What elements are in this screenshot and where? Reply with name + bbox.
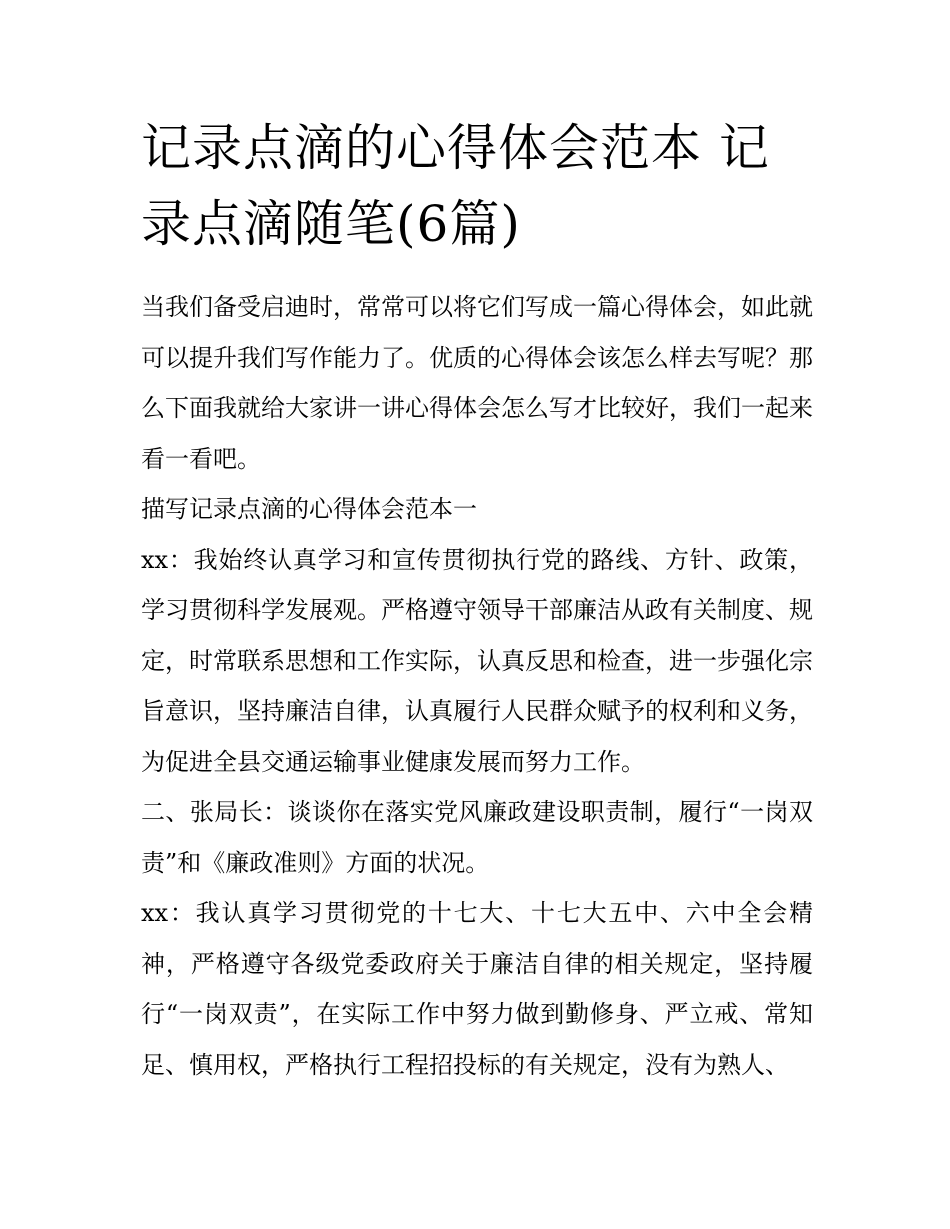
question-paragraph: 二、张局长：谈谈你在落实党风廉政建设职责制，履行“一岗双责”和《廉政准则》方面的状况。 (141, 798, 813, 877)
document-page (141, 110, 813, 1090)
body-paragraph: xx：我始终认真学习和宣传贯彻执行党的路线、方针、政策，学习贯彻科学发展观。严格遵守领导干部廉洁从政有关制度、规定，时常联系思想和工作实际，认真反思和检查，进一步强化宗旨意识，坚持廉洁自律，认真履行人民群众赋予的权利和义务，为促进全县交通运输事业健康发展而努力工作。 (141, 545, 813, 776)
intro-paragraph: 当我们备受启迪时，常常可以将它们写成一篇心得体会，如此就可以提升我们写作能力了。优质的心得体会该怎么样去写呢？那么下面我就给大家讲一讲心得体会怎么写才比较好，我们一起来看一看吧。 (141, 293, 813, 473)
document-title: 记录点滴的心得体会范本 记录点滴随笔(6篇) (141, 119, 770, 253)
section-heading: 描写记录点滴的心得体会范本一 (141, 495, 477, 523)
answer-paragraph: xx：我认真学习贯彻党的十七大、十七大五中、六中全会精神，严格遵守各级党委政府关于廉洁自律的相关规定，坚持履行“一岗双责”，在实际工作中努力做到勤修身、严立戒、常知足、慎用权，严格执行工程招投标的有关规定，没有为熟人、 (141, 899, 813, 1079)
